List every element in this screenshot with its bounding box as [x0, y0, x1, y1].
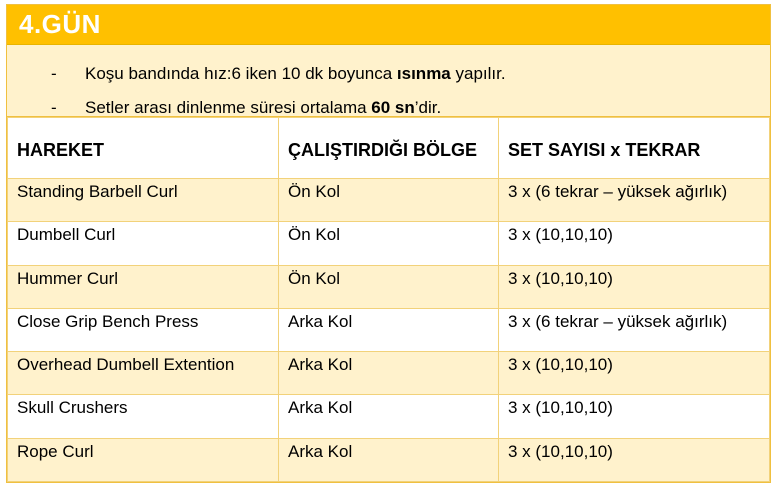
note-emphasis: 60 sn [371, 98, 415, 117]
note-emphasis: ısınma [396, 64, 451, 83]
sets-cell: 3 x (10,10,10) [499, 265, 770, 308]
region-cell: Arka Kol [279, 352, 499, 395]
region-cell: Ön Kol [279, 265, 499, 308]
sets-cell: 3 x (10,10,10) [499, 222, 770, 265]
bullet-dash: - [51, 64, 57, 83]
region-cell: Arka Kol [279, 308, 499, 351]
table-row [8, 352, 770, 395]
region-cell: Ön Kol [279, 179, 499, 222]
table-row [8, 308, 770, 351]
sets-cell: 3 x (10,10,10) [499, 438, 770, 481]
header-region: ÇALIŞTIRDIĞI BÖLGE [279, 118, 499, 179]
exercise-cell: Overhead Dumbell Extention [8, 352, 279, 395]
exercise-table [7, 117, 770, 482]
workout-document [6, 4, 771, 483]
notes-section [7, 45, 770, 117]
header-sets-reps: SET SAYISI x TEKRAR [499, 118, 770, 179]
sets-cell: 3 x (6 tekrar – yüksek ağırlık) [499, 179, 770, 222]
note-text: Koşu bandında hız:6 iken 10 dk boyunca ısınma yapılır. [85, 64, 506, 83]
region-cell: Arka Kol [279, 395, 499, 438]
day-title-bar [7, 5, 770, 45]
note-warmup [7, 57, 770, 91]
exercise-cell: Dumbell Curl [8, 222, 279, 265]
region-cell: Ön Kol [279, 222, 499, 265]
table-row [8, 438, 770, 481]
table-row [8, 179, 770, 222]
table-row [8, 395, 770, 438]
table-row [8, 222, 770, 265]
exercise-cell: Close Grip Bench Press [8, 308, 279, 351]
note-text: Setler arası dinlenme süresi ortalama 60 sn’dir. [85, 98, 442, 117]
sets-cell: 3 x (10,10,10) [499, 395, 770, 438]
region-cell: Arka Kol [279, 438, 499, 481]
day-title: 4.GÜN [19, 9, 101, 39]
exercise-cell: Standing Barbell Curl [8, 179, 279, 222]
header-exercise: HAREKET [8, 118, 279, 179]
sets-cell: 3 x (10,10,10) [499, 352, 770, 395]
bullet-dash: - [51, 98, 57, 117]
exercise-cell: Rope Curl [8, 438, 279, 481]
sets-cell: 3 x (6 tekrar – yüksek ağırlık) [499, 308, 770, 351]
table-row [8, 265, 770, 308]
exercise-cell: Hummer Curl [8, 265, 279, 308]
table-header-row [8, 118, 770, 179]
exercise-cell: Skull Crushers [8, 395, 279, 438]
